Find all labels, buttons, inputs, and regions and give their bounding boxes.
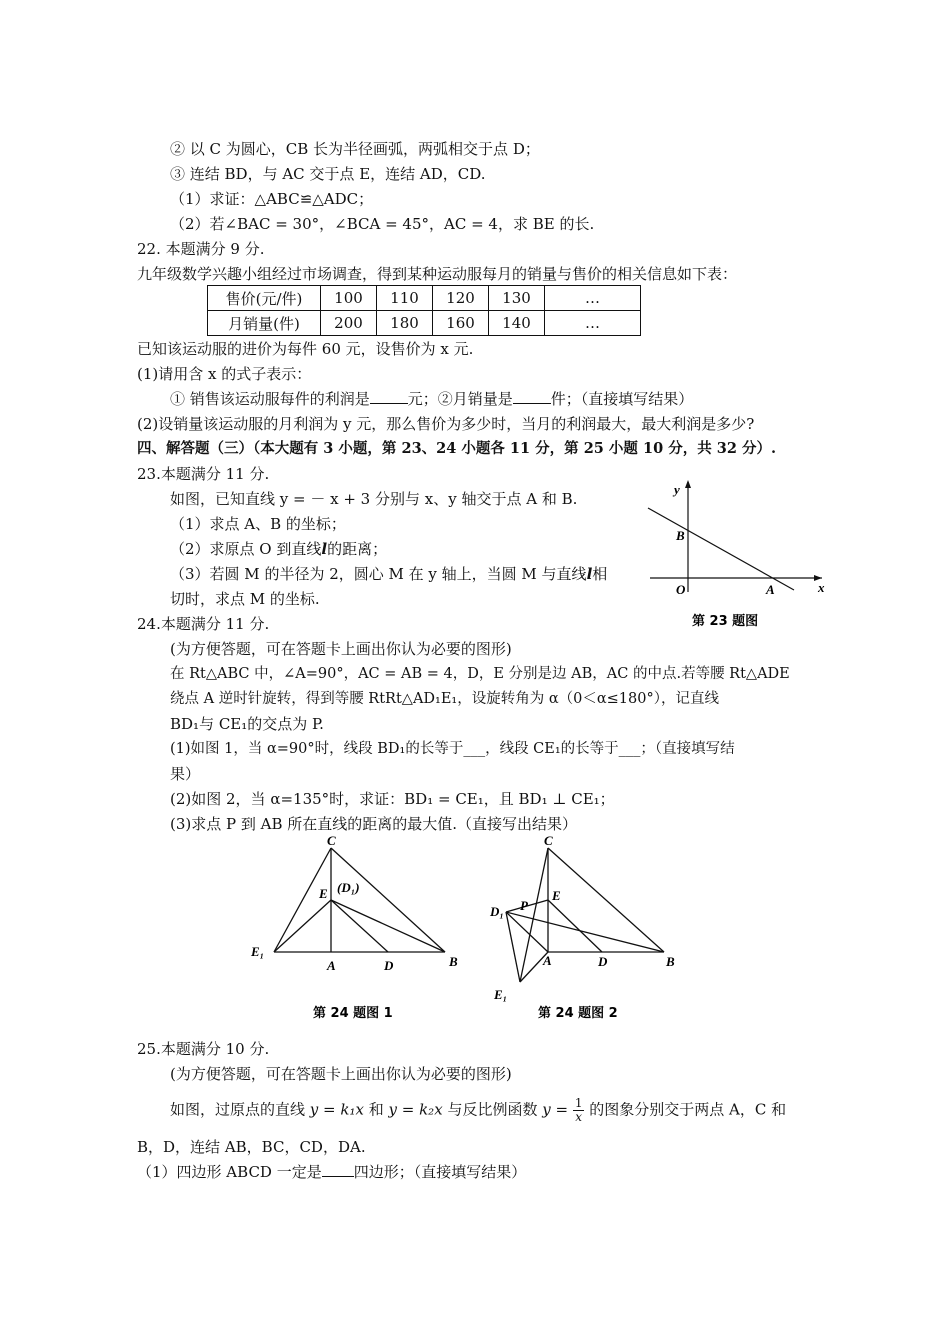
q22-p1a: [170, 389, 693, 409]
equation-k2: y = k₂x: [388, 1100, 443, 1119]
line-l-symbol: l: [321, 540, 328, 558]
label-E: E: [552, 888, 561, 903]
figure-23-caption: 第 23 题图: [692, 614, 759, 629]
label-E1: E₁: [251, 944, 265, 959]
segment: [331, 900, 445, 952]
table-cell: 160: [433, 311, 489, 336]
q25-heading: 25.本题满分 10 分.: [137, 1040, 270, 1058]
q21-step3: ③ 连结 BD，与 AC 交于点 E，连结 AD，CD.: [170, 165, 486, 183]
table-cell: 180: [377, 311, 433, 336]
label-D: D: [384, 958, 394, 973]
q25-p1-pre: （1）四边形 ABCD 一定是: [137, 1163, 322, 1181]
q22-p1a-mid: 元；②月销量是: [407, 390, 513, 408]
table-row: [208, 311, 641, 336]
q22-p2: (2)设销量该运动服的月利润为 y 元，那么售价为多少时，当月的利润最大，最大利润是多少?: [137, 415, 755, 433]
q22-p1a-pre: ① 销售该运动服每件的利润是: [170, 390, 370, 408]
label-x: x: [818, 580, 825, 595]
section-4-heading: 四、解答题（三）（本大题有 3 小题，第 23、24 小题各 11 分，第 25 小题 10 分，共 32 分）.: [137, 440, 777, 457]
segment: [548, 848, 664, 952]
fraction-denominator: x: [575, 1110, 583, 1124]
segment: [506, 912, 664, 952]
figure-24-2-caption: 第 24 题图 2: [538, 1006, 618, 1021]
label-A: A: [543, 953, 552, 968]
q25-l2: B，D，连结 AB，BC，CD，DA.: [137, 1138, 366, 1156]
q23-p3: [170, 564, 607, 584]
label-D: D: [598, 954, 608, 969]
table-cell: 月销量(件): [208, 311, 321, 336]
equation-k1: y = k₁x: [309, 1100, 364, 1119]
label-D1: D₁: [490, 904, 504, 919]
segment: [548, 900, 602, 952]
q23-heading: 23.本题满分 11 分.: [137, 465, 270, 483]
q24-l2: 绕点 A 逆时针旋转，得到等腰 RtRt△AD₁E₁，设旋转角为 α（0＜α≤180°），记直线: [170, 691, 719, 707]
table-cell: 120: [433, 286, 489, 311]
line-l-symbol: l: [586, 565, 593, 583]
q24-p1b: 果）: [170, 765, 201, 783]
q21-part1: （1）求证：△ABC≌△ADC；: [170, 190, 374, 208]
q22-p1: (1)请用含 x 的式子表示：: [137, 365, 312, 383]
answer-blank: [370, 389, 408, 404]
table-cell: 200: [321, 311, 377, 336]
q22-intro: 九年级数学兴趣小组经过市场调查，得到某种运动服每月的销量与售价的相关信息如下表：: [137, 265, 738, 283]
q23-p2-pre: （2）求原点 O 到直线: [170, 540, 322, 558]
label-A: A: [766, 582, 775, 597]
label-E: E: [319, 886, 328, 901]
fraction-numerator: 1: [574, 1096, 583, 1110]
q24-l3: BD₁与 CE₁的交点为 P.: [170, 715, 324, 733]
answer-blank: [322, 1162, 354, 1177]
figure-24-2: [488, 834, 698, 1024]
label-y: y: [674, 482, 680, 497]
q25-l1-mid: 与反比例函数: [447, 1100, 538, 1119]
table-row: [208, 286, 641, 311]
label-D1: (D₁): [337, 880, 360, 895]
label-O: O: [676, 582, 686, 597]
q23-intro: 如图，已知直线 y = － x + 3 分别与 x、y 轴交于点 A 和 B.: [170, 490, 578, 508]
q22-known: 已知该运动服的进价为每件 60 元，设售价为 x 元.: [137, 340, 474, 358]
figure-24-1-caption: 第 24 题图 1: [313, 1006, 393, 1021]
q24-p2: (2)如图 2，当 α=135°时，求证：BD₁ = CE₁，且 BD₁ ⊥ CE₁；: [170, 790, 615, 808]
table-cell: …: [545, 286, 641, 311]
q22-heading: 22. 本题满分 9 分.: [137, 240, 265, 258]
label-C: C: [544, 834, 553, 848]
segment: [274, 900, 331, 952]
label-B: B: [676, 528, 685, 543]
table-cell: 100: [321, 286, 377, 311]
figure-23: [640, 474, 830, 634]
q25-l1: [170, 1097, 786, 1124]
segment: [331, 848, 445, 952]
q24-p1: (1)如图 1，当 α=90°时，线段 BD₁的长等于___，线段 CE₁的长等于___；（直接填写结: [170, 741, 735, 757]
figure-24-1: [245, 834, 475, 1024]
table-cell: 130: [489, 286, 545, 311]
q24-note: (为方便答题，可在答题卡上画出你认为必要的图形): [170, 640, 512, 658]
q25-p1: [137, 1162, 526, 1182]
label-B: B: [449, 954, 458, 969]
q25-p1-post: 四边形；（直接填写结果）: [353, 1163, 527, 1181]
q24-heading: 24.本题满分 11 分.: [137, 615, 270, 633]
q23-p3-post: 相: [592, 565, 608, 583]
q22-p1a-post: 件；（直接填写结果）: [550, 390, 694, 408]
q23-p2-post: 的距离；: [327, 540, 388, 558]
q25-l1-pre: 如图，过原点的直线: [170, 1100, 306, 1119]
segment: [331, 900, 388, 952]
answer-blank: [513, 389, 551, 404]
price-sales-table: [207, 285, 641, 336]
label-A: A: [327, 958, 336, 973]
equation-inverse-lhs: y =: [542, 1100, 569, 1119]
label-E1: E₁: [494, 987, 508, 1002]
label-C: C: [327, 834, 336, 848]
table-cell: …: [545, 311, 641, 336]
q23-p3-pre: （3）若圆 M 的半径为 2，圆心 M 在 y 轴上，当圆 M 与直线: [170, 565, 587, 583]
y-axis-arrow-icon: [685, 480, 691, 488]
fraction-one-over-x: [573, 1097, 585, 1124]
q24-l1: 在 Rt△ABC 中，∠A=90°，AC = AB = 4，D，E 分别是边 AB，AC 的中点.若等腰 Rt△ADE: [170, 666, 790, 682]
q23-p2: [170, 539, 387, 559]
q24-p3: (3)求点 P 到 AB 所在直线的距离的最大值.（直接写出结果）: [170, 815, 578, 833]
table-cell: 售价(元/件): [208, 286, 321, 311]
label-P: P: [520, 898, 528, 913]
q21-part2: （2）若∠BAC = 30°，∠BCA = 45°，AC = 4，求 BE 的长.: [170, 215, 595, 233]
q21-step2: ② 以 C 为圆心，CB 长为半径画弧，两弧相交于点 D；: [170, 140, 540, 158]
q25-l1-and: 和: [368, 1100, 384, 1119]
table-cell: 140: [489, 311, 545, 336]
q25-note: (为方便答题，可在答题卡上画出你认为必要的图形): [170, 1065, 512, 1083]
label-B: B: [666, 954, 675, 969]
q23-p1: （1）求点 A、B 的坐标；: [170, 515, 346, 533]
table-cell: 110: [377, 286, 433, 311]
q23-p3b: 切时，求点 M 的坐标.: [170, 590, 320, 608]
q25-l1-post: 的图象分别交于两点 A，C 和: [589, 1100, 787, 1119]
